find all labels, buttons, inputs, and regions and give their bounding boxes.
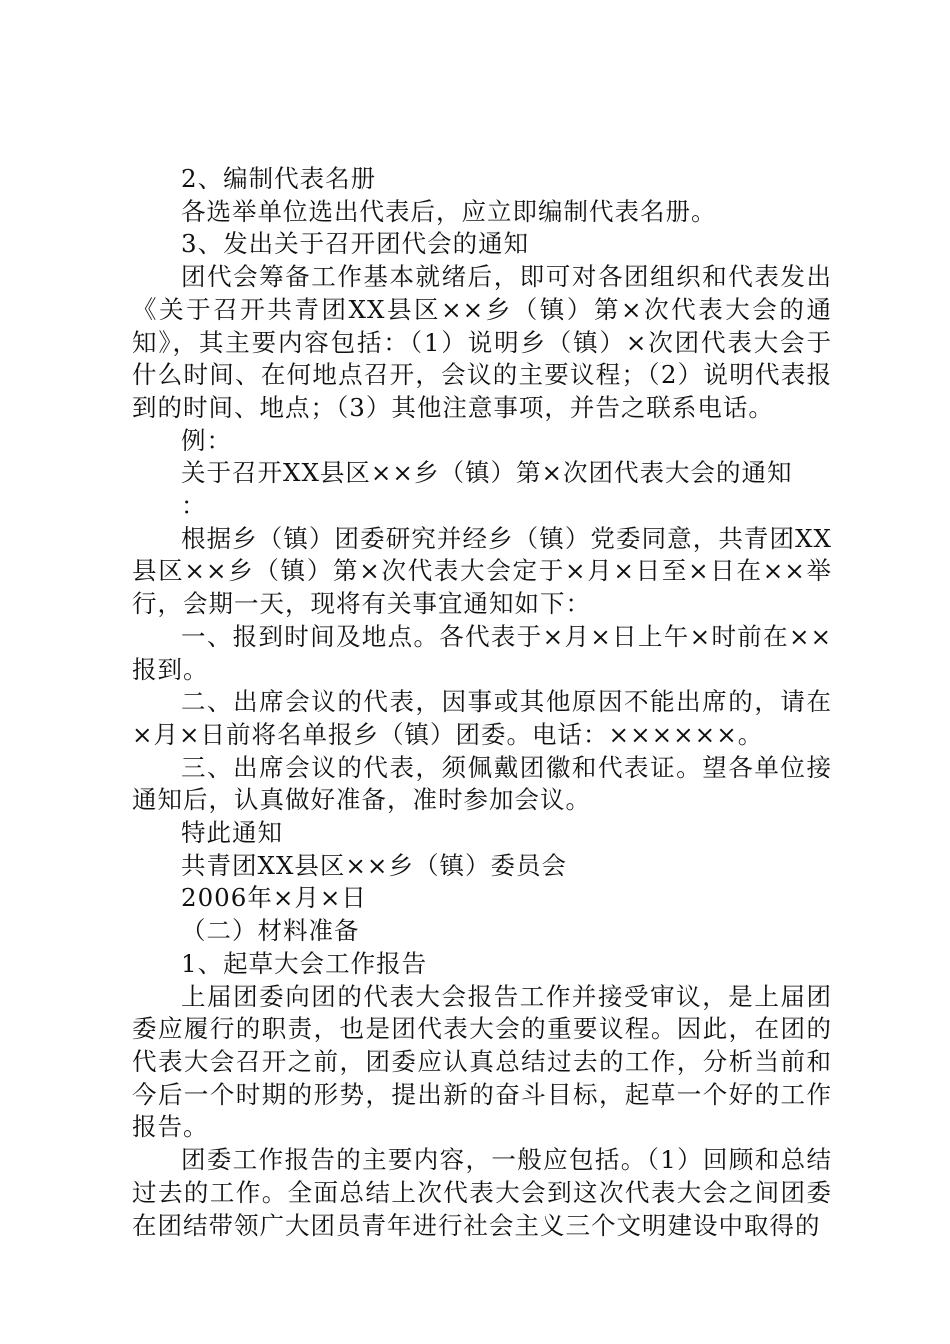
heading-draft-report: 1、起草大会工作报告 bbox=[181, 948, 428, 978]
notice-salutation: ： bbox=[181, 491, 207, 521]
notice-closing: 特此通知 bbox=[181, 818, 283, 848]
example-label: 例： bbox=[181, 425, 232, 455]
paragraph-roster: 各选举单位选出代表后，应立即编制代表名册。 bbox=[181, 196, 717, 226]
notice-intro: 根据乡（镇）团委研究并经乡（镇）党委同意，共青团XX县区××乡（镇）第×次代表大会定于×月×日至×日在××举行，会期一天，现将有关事宜通知如下： bbox=[132, 523, 832, 619]
notice-item-1: 一、报到时间及地点。各代表于×月×日上午×时前在××报到。 bbox=[132, 621, 832, 684]
notice-date: 2006年×月×日 bbox=[181, 883, 367, 913]
document-body bbox=[132, 163, 832, 1242]
notice-title: 关于召开XX县区××乡（镇）第×次团代表大会的通知 bbox=[181, 458, 793, 488]
notice-item-3: 三、出席会议的代表，须佩戴团徽和代表证。望各单位接通知后，认真做好准备，准时参加会议。 bbox=[132, 752, 832, 815]
paragraph-report-duty: 上届团委向团的代表大会报告工作并接受审议，是上届团委应履行的职责，也是团代表大会的重要议程。因此，在团的代表大会召开之前，团委应认真总结过去的工作，分析当前和今后一个时期的形势，提出新的奋斗目标，起草一个好的工作报告。 bbox=[132, 981, 832, 1142]
heading-issue-notice: 3、发出关于召开团代会的通知 bbox=[181, 229, 530, 259]
paragraph-report-content: 团委工作报告的主要内容，一般应包括。（1）回顾和总结过去的工作。全面总结上次代表大会到这次代表大会之间团委在团结带领广大团员青年进行社会主义三个文明建设中取得的 bbox=[132, 1145, 832, 1240]
heading-material-prep: （二）材料准备 bbox=[181, 916, 360, 946]
notice-signature: 共青团XX县区××乡（镇）委员会 bbox=[181, 850, 567, 880]
heading-compile-roster: 2、编制代表名册 bbox=[181, 164, 377, 193]
notice-item-2: 二、出席会议的代表，因事或其他原因不能出席的，请在×月×日前将名单报乡（镇）团委。电话：××××××。 bbox=[132, 687, 832, 749]
paragraph-notice-content: 团代会筹备工作基本就绪后，即可对各团组织和代表发出《关于召开共青团XX县区××乡（镇）第×次代表大会的通知》，其主要内容包括：（1）说明乡（镇）×次团代表大会于什么时间、在何地点召开，会议的主要议程；（2）说明代表报到的时间、地点；（3）其他注意事项，并告之联系电话。 bbox=[132, 262, 832, 422]
